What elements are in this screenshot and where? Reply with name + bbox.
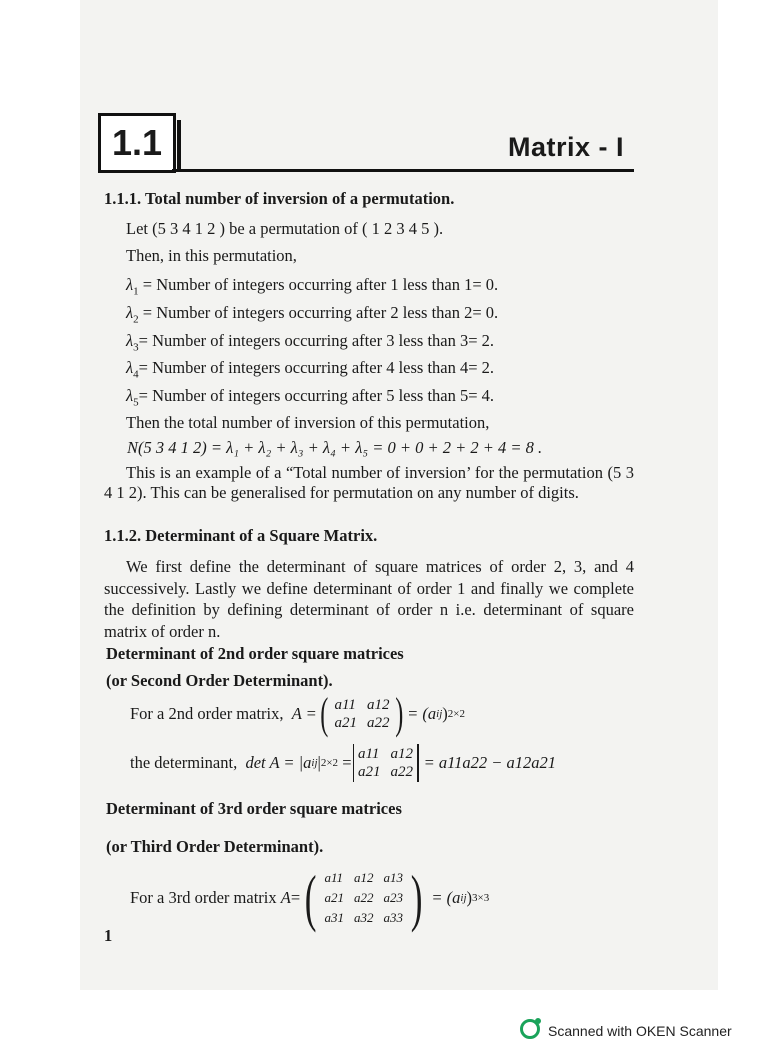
matrix-2x2: ( a11 a12 a21 a22 ): [320, 689, 404, 738]
lambda-row-1: $\lambda_1$ = Number of integers occurring after 1 less than 1= 0.: [126, 275, 499, 298]
chapter-number-box: [98, 113, 176, 173]
matrix-3x3-line: For a 3rd order matrix A = ( a11 a12 a13 a21 a22 a23 a31 a32 a33 ) = (a ij ) 3×3: [130, 862, 490, 933]
lambda-row-3: $\lambda_3=$ Number of integers occurring after 3 less than 3= 2.: [126, 331, 495, 354]
definition-paragraph: We first define the determinant of square matrices of order 2, 3, and 4 successively. Lastly we define determinant of order 1 and finally we complete the definition by defining determinant of order n i.e. determinant of square matrix of order n.: [104, 557, 634, 641]
oken-logo-icon: [520, 1019, 540, 1039]
determinant-2x2: a11 a12 a21 a22: [352, 744, 420, 782]
subheading-second-order-det: (or Second Order Determinant).: [106, 671, 333, 690]
lambda-row-2: $\lambda_2$ = Number of integers occurring after 2 less than 2= 0.: [126, 303, 499, 326]
total-inversion-line: Then the total number of inversion of this permutation,: [126, 413, 490, 432]
section-heading-1-1-1: 1.1.1. Total number of inversion of a permutation.: [104, 189, 455, 208]
inversion-equation: N(5 3 4 1 2) = λ₁ + λ₂ + λ₃ + λ₄ + λ₅ = 0 + 0 + 2 + 2 + 4 = 8 .: [127, 438, 543, 457]
matrix-2x2-line: For a 2nd order matrix, A = ( a11 a12 a21 a22 ) = (a ij ) 2×2: [130, 689, 465, 738]
subheading-third-order-det: (or Third Order Determinant).: [106, 837, 324, 856]
lambda-row-4: $\lambda_4=$ Number of integers occurring after 4 less than 4= 2.: [126, 358, 495, 381]
chapter-title: Matrix - I: [508, 132, 625, 162]
section-heading-1-1-2: 1.1.2. Determinant of a Square Matrix.: [104, 526, 378, 545]
lambda-row-5: $\lambda_5=$ Number of integers occurring after 5 less than 5= 4.: [126, 386, 495, 409]
subheading-2nd-order: Determinant of 2nd order square matrices: [106, 644, 404, 663]
header-rule: [172, 169, 634, 172]
scanner-watermark: Scanned with OKEN Scanner: [520, 1019, 732, 1039]
matrix-3x3: ( a11 a12 a13 a21 a22 a23 a31 a32 a33 ): [304, 862, 423, 933]
subheading-3rd-order: Determinant of 3rd order square matrices: [106, 799, 402, 818]
example-paragraph: This is an example of a “Total number of inversion’ for the permutation (5 3 4 1 2). This can be generalised for permutation on any number of digits.: [104, 463, 634, 502]
permutation-line: Let (5 3 4 1 2 ) be a permutation of ( 1 2 3 4 5 ).: [126, 219, 444, 238]
then-line: Then, in this permutation,: [126, 246, 297, 265]
chapter-number: 1.1: [111, 122, 163, 163]
page-number: 1: [104, 926, 113, 945]
determinant-2x2-line: the determinant, det A = |a ij | 2×2 = a11 a12 a21 a22 = a11a22 − a12a21: [130, 746, 557, 780]
